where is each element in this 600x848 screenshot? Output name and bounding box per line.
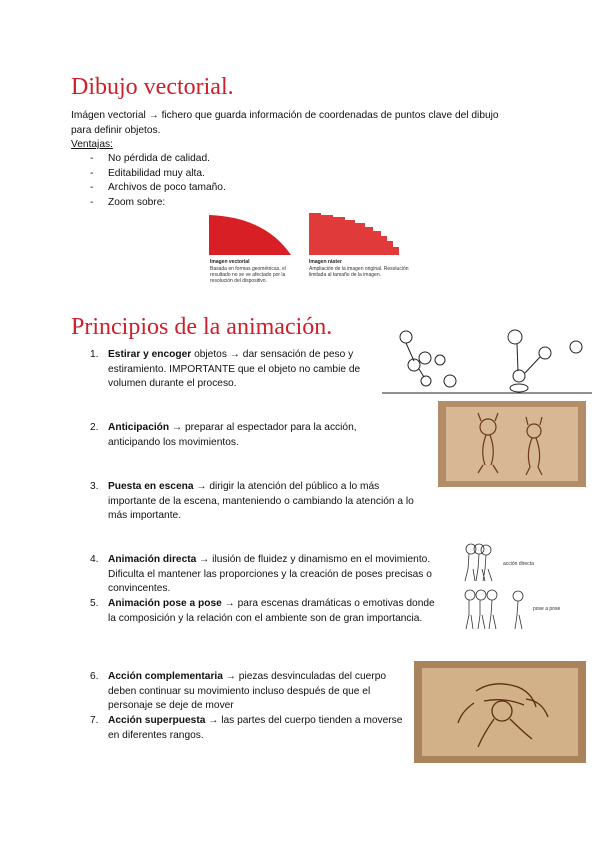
raster-shape-figure: [307, 211, 407, 257]
principle-item-2: [90, 421, 398, 450]
item-number: 1.: [90, 349, 99, 360]
item-term: Puesta en escena: [108, 481, 194, 492]
item-term: Anticipación: [108, 422, 170, 433]
intro-paragraph: Imágen vectorial → fichero que guarda información de coordenadas de puntos clave del dibujo para definir objetos.: [71, 110, 499, 136]
item-term: Estirar y encoger: [108, 349, 192, 360]
raster-caption-text: Ampliación de la imagen original. Resolución limitada al tamaño de la imagen.: [309, 266, 409, 278]
principle-item-6: [90, 670, 403, 714]
item-text: → preparar al espectador para la acción, anticipando los movimientos.: [108, 422, 357, 448]
item-number: 7.: [90, 715, 99, 726]
item-text: → las partes del cuerpo tienden a moverse en diferentes rangos.: [108, 715, 403, 741]
principle-item-5: [90, 597, 438, 626]
item-text: → dirigir la atención del público a lo más importante de la escena, manteniendo o cambiando la atención a lo más importante.: [108, 481, 414, 522]
principle-item-1: [90, 348, 363, 392]
advantages-label: Ventajas:: [71, 139, 113, 150]
direct-animation-label: acción directa: [503, 561, 534, 567]
list-item: - Archivos de poco tamaño.: [90, 181, 226, 196]
advantages-list: [90, 152, 226, 210]
item-number: 6.: [90, 671, 99, 682]
direct-animation-figure: [461, 541, 501, 585]
item-term: Animación pose a pose: [108, 598, 222, 609]
pose-to-pose-figure: [461, 587, 529, 633]
item-term: Acción complementaria: [108, 671, 223, 682]
anticipation-illustration: [438, 401, 586, 487]
principle-item-3: [90, 480, 428, 524]
section-title-principios: Principios de la animación.: [71, 314, 333, 340]
list-item: - Zoom sobre:: [90, 196, 226, 211]
list-item: - Editabilidad muy alta.: [90, 167, 226, 182]
item-text: → piezas desvinculadas del cuerpo deben continuar su movimiento incluso después de que el personaje se deje de mover: [108, 671, 387, 712]
principle-item-4: [90, 553, 443, 597]
vector-caption-text: Basada en formas geométricas, el resultado no se ve afectado por la resolución del dispositivo.: [210, 266, 286, 284]
bouncing-balls-illustration: [380, 325, 594, 397]
vector-shape-figure: [207, 211, 293, 257]
item-number: 2.: [90, 422, 99, 433]
item-number: 4.: [90, 554, 99, 565]
item-text: objetos → dar sensación de peso y estiramiento. IMPORTANTE que el objeto no cambie de volumen durante el proceso.: [108, 349, 361, 390]
pose-to-pose-label: pose a pose: [533, 606, 561, 612]
item-term: Animación directa: [108, 554, 197, 565]
vector-caption-title: Imagen vectorial: [210, 259, 250, 265]
item-number: 3.: [90, 481, 99, 492]
follow-through-illustration: [414, 661, 586, 763]
item-term: Acción superpuesta: [108, 715, 206, 726]
item-text: → ilusión de fluidez y dinamismo en el movimiento. Dificulta el mantener las proporciones y la creación de poses precisas o convincentes.: [108, 554, 432, 595]
list-item: - No pérdida de calidad.: [90, 152, 226, 167]
raster-caption-title: Imagen ráster: [309, 259, 342, 265]
item-number: 5.: [90, 598, 99, 609]
principle-item-7: [90, 714, 403, 743]
section-title-vectorial: Dibujo vectorial.: [71, 74, 234, 100]
item-text: → para escenas dramáticas o emotivas donde la composición y la relación con el ambiente son de gran importancia.: [108, 598, 435, 624]
